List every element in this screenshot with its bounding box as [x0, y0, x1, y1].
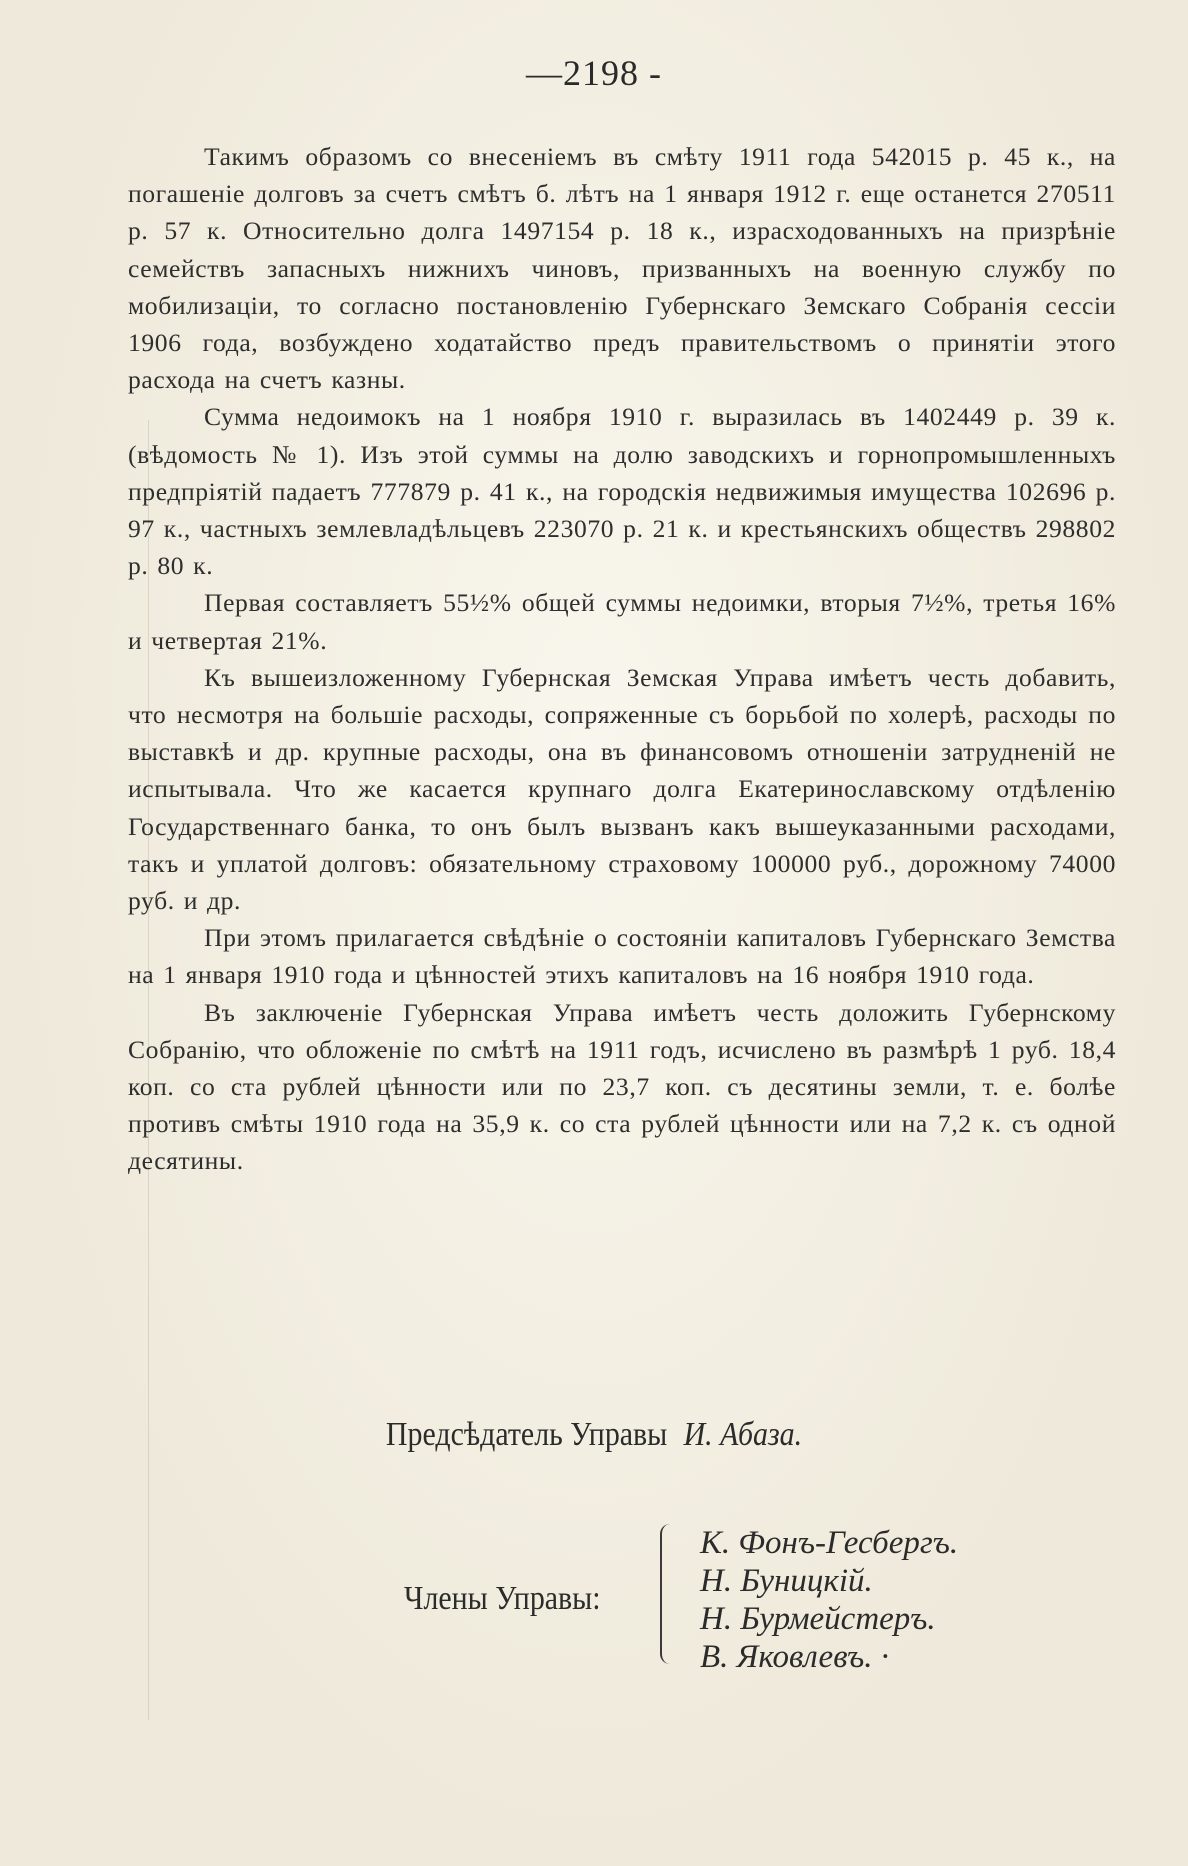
- paragraph: Къ вышеизложенному Губернская Земская Управа имѣетъ честь добавить, что несмотря на большіе расходы, сопряженные съ борьбой по холерѣ, расходы по выставкѣ и др. крупные расходы, она въ финансовомъ отношеніи затрудненій не испытывала. Что же касается крупнаго долга Екатеринославскому отдѣленію Государственнаго банка, то онъ былъ вызванъ какъ вышеуказанными расходами, такъ и уплатой долговъ: обязательному страховому 100000 руб., дорожному 74000 руб. и др.: [128, 662, 1116, 916]
- member-name: К. Фонъ-Гесбергъ.: [700, 1525, 959, 1561]
- members-label: Члены Управы:: [404, 1580, 601, 1617]
- member-name: В. Яковлевъ. ·: [700, 1639, 889, 1675]
- paragraph: Въ заключеніе Губернская Управа имѣетъ честь доложить Губернскому Собранію, что обложеніе по смѣтѣ на 1911 годъ, исчислено въ размѣрѣ 1 руб. 18,4 коп. со ста рублей цѣнности или по 23,7 коп. съ десятины земли, т. е. болѣе противъ смѣты 1910 года на 35,9 к. со ста рублей цѣнности или на 7,2 к. съ одной десятины.: [128, 997, 1116, 1176]
- chairman-name: И. Абаза.: [683, 1416, 803, 1453]
- members-brace: [660, 1524, 676, 1664]
- members-list: [700, 1524, 958, 1676]
- paragraph: Первая составляетъ 55½% общей суммы недоимки, вторыя 7½%, третья 16% и четвертая 21%.: [128, 588, 1116, 655]
- chairman-title: Предсѣдатель Управы: [385, 1416, 668, 1453]
- member-name: Н. Буницкій.: [700, 1563, 873, 1599]
- page-number: —2198 -: [526, 53, 662, 93]
- member-name: Н. Бурмейстеръ.: [700, 1601, 936, 1637]
- paragraph: При этомъ прилагается свѣдѣніе о состояніи капиталовъ Губернскаго Земства на 1 января 1910 года и цѣнностей этихъ капиталовъ на 16 ноября 1910 года.: [128, 923, 1116, 990]
- paragraph: Такимъ образомъ со внесеніемъ въ смѣту 1911 года 542015 р. 45 к., на погашеніе долговъ за счетъ смѣтъ б. лѣтъ на 1 января 1912 г. еще останется 270511 р. 57 к. Относительно долга 1497154 р. 18 к., израсходованныхъ на призрѣніе семействъ запасныхъ нижнихъ чиновъ, призванныхъ на военную службу по мобилизаціи, то согласно постановленію Губернскаго Земскаго Собранія сессіи 1906 года, возбуждено ходатайство предъ правительствомъ о принятіи этого расхода на счетъ казны.: [128, 142, 1116, 395]
- paragraph: Сумма недоимокъ на 1 ноября 1910 г. выразилась въ 1402449 р. 39 к. (вѣдомость № 1). Изъ этой суммы на долю заводскихъ и горнопромышленныхъ предпріятій падаетъ 777879 р. 41 к., на городскія недвижимыя имущества 102696 р. 97 к., частныхъ землевладѣльцевъ 223070 р. 21 к. и крестьянскихъ обществъ 298802 р. 80 к.: [128, 402, 1116, 581]
- body-text: [128, 138, 1116, 1180]
- chairman-signature: [71, 1416, 1116, 1454]
